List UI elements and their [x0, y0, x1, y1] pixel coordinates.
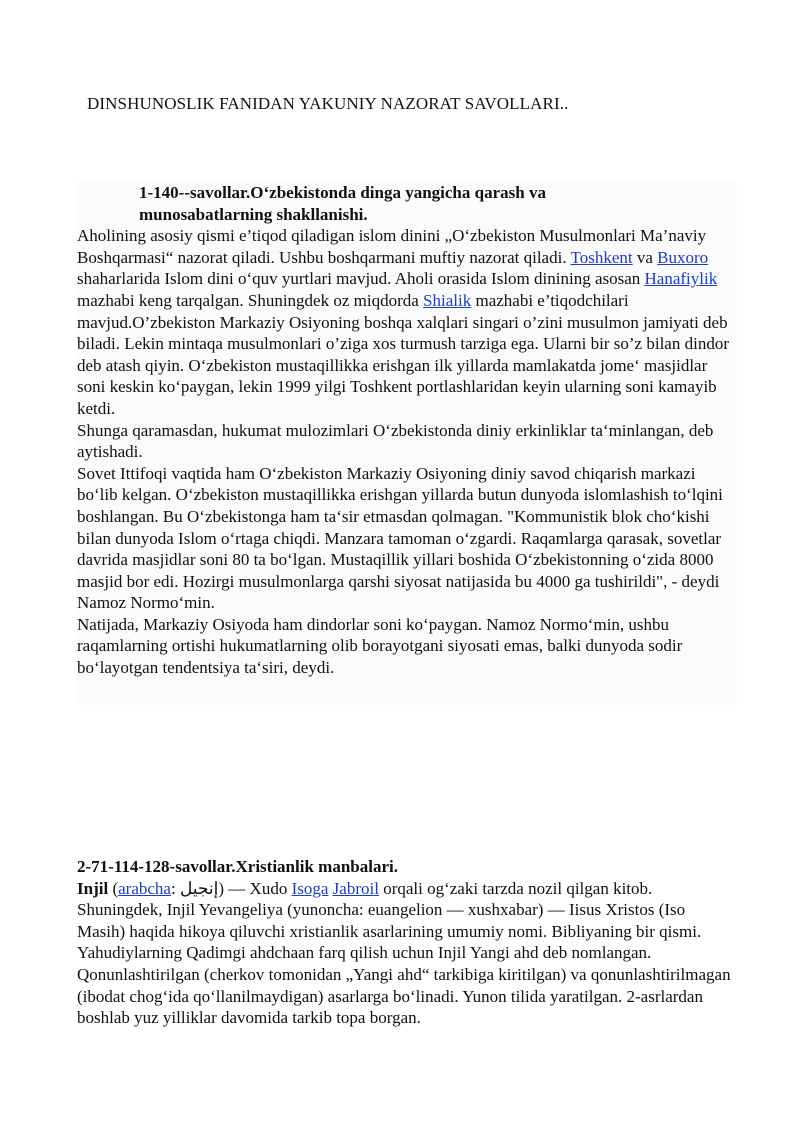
arabic-word: إنجيل: [179, 878, 219, 898]
paragraph-text: (: [108, 878, 119, 898]
paragraph-text: mazhabi keng tarqalgan. Shuningdek oz miqdorda: [77, 290, 424, 310]
paragraph-text: mazhabi e’tiqodchilari mavjud.O’zbekiston Markaziy Osiyoning boshqa xalqlari singari o’zini musulmon jamiyati deb biladi. Lekin mintaqa musulmonlari o’ziga xos turmush tarziga ega. Ularni bir so’z bilan dindor deb atash qiyin. O‘zbekiston mustaqillikka erishgan ilk yillarda mamlakatda jome‘ masjidlar soni keskin ko‘paygan, lekin 1999 yilgi Toshkent portlashlaridan keyin ularning soni kamayib ketdi.: [77, 290, 729, 418]
paragraph-text: Aholining asosiy qismi e’tiqod qiladigan islom dinini „O‘zbekiston Musulmonlari Ma’naviy Boshqarmasi“ nazorat qiladi. Ushbu boshqarmani muftiy nazorat qiladi.: [77, 226, 707, 267]
section2-heading: 2-71-114-128-savollar.Xristianlik manbalari.: [77, 857, 398, 876]
section-uzbekistan-religion: [77, 182, 737, 705]
link-isoga[interactable]: Isoga: [291, 878, 329, 898]
injil-term: Injil: [77, 878, 109, 898]
section1-paragraph-3: Sovet Ittifoqi vaqtida ham O‘zbekiston Markaziy Osiyoning diniy savod chiqarish markazi bo‘lib kelgan. O‘zbekiston mustaqillikka erishgan yillarda butun dunyoda islomlashish to‘lqini boshlangan. Bu O‘zbekistonga ham ta‘sir etmasdan qolmagan. "Kommunistik blok cho‘kishi bilan dunyoda Islom o‘rtaga chiqdi. Manzara tamoman o‘zgardi. Raqamlarga qarasak, sovetlar davrida masjidlar soni 80 ta bo‘lgan. Mustaqillik yillari boshida O‘zbekistonning o‘zida 8000 masjid bor edi. Hozirgi musulmonlarga qarshi siyosat natijasida bu 4000 ga tushirildi", - deydi Namoz Normo‘min.: [77, 463, 723, 613]
section1-paragraph-2: Shunga qaramasdan, hukumat mulozimlari O‘zbekistonda diniy erkinliklar ta‘minlangan, deb aytishadi.: [77, 420, 714, 462]
section1-paragraph-1: [77, 225, 737, 419]
link-toshkent[interactable]: Toshkent: [570, 247, 633, 267]
section-christianity-sources: [77, 856, 737, 1029]
link-hanafiylik[interactable]: Hanafiylik: [644, 269, 718, 289]
paragraph-text: ) — Xudo: [218, 878, 292, 898]
section1-heading-line1: 1-140--savollar.O‘zbekistonda dinga yangicha qarash va: [139, 183, 546, 202]
link-arabcha[interactable]: arabcha: [118, 878, 171, 898]
paragraph-text: shaharlarida Islom dini o‘quv yurtlari mavjud. Aholi orasida Islom dinining asosan: [77, 269, 645, 289]
paragraph-text: orqali og‘zaki tarzda nozil qilgan kitob. Shuningdek, Injil Yevangeliya (yunoncha: euangelion — xushxabar) — Iisus Xristos (Iso Masih) haqida hikoya qiluvchi xristianlik asarlarining umumiy nomi. Bibliyaning bir qismi. Yahudiylarning Qadimgi ahdchaan farq qilish uchun Injil Yangi ahd deb nomlangan. Qonunlashtirilgan (cherkov tomonidan „Yangi ahd“ tarkibiga kiritilgan) va qonunlashtirilmagan (ibodat chog‘ida qo‘llanilmaydigan) asarlarga bo‘linadi. Yunon tilida yaratilgan. 2-asrlardan boshlab yuz yilliklar davomida tarkib topa borgan.: [77, 878, 731, 1028]
document-title: DINSHUNOSLIK FANIDAN YAKUNIY NAZORAT SAVOLLARI..: [87, 94, 569, 113]
section1-heading-line2: munosabatlarning shakllanishi.: [139, 204, 368, 224]
link-jabroil[interactable]: Jabroil: [332, 878, 379, 898]
section1-paragraph-4: Natijada, Markaziy Osiyoda ham dindorlar soni ko‘paygan. Namoz Normo‘min, ushbu raqamlarning ortishi hukumatlarning olib borayotgani siyosati emas, balki dunyoda sodir bo‘layotgan tendentsiya ta‘siri, deydi.: [77, 614, 683, 678]
section2-paragraph: [77, 878, 737, 1029]
link-buxoro[interactable]: Buxoro: [657, 247, 709, 267]
paragraph-text: va: [632, 247, 658, 267]
link-shialik[interactable]: Shialik: [423, 290, 472, 310]
paragraph-text: :: [170, 878, 180, 898]
section1-heading: [139, 182, 699, 225]
